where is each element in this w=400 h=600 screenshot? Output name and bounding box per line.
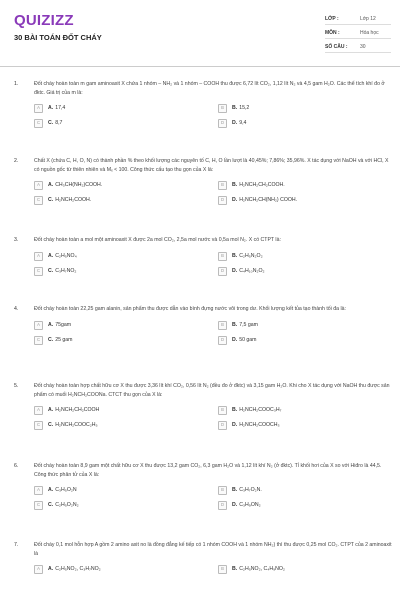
question-number: 5. — [14, 383, 19, 389]
option-text: 50 gam — [239, 336, 257, 343]
option-label: C. — [48, 197, 54, 204]
option-text: C₃H₇O₂N. — [239, 487, 262, 494]
question-5 — [14, 382, 392, 430]
option-label: B. — [232, 182, 238, 189]
meta-row-subject — [325, 28, 391, 39]
option-letter-box: C — [34, 336, 43, 345]
option-text: 25 gam — [55, 336, 73, 343]
option-letter-box: D — [218, 336, 227, 345]
option-text: H₂NCH₂CH₂COOH. — [239, 182, 285, 189]
option-letter-box: B — [218, 104, 227, 113]
option-letter-box: D — [218, 501, 227, 510]
option-letter-box: C — [34, 196, 43, 205]
option-d[interactable] — [218, 421, 400, 430]
option-a[interactable] — [34, 181, 218, 190]
option-b[interactable] — [218, 486, 400, 495]
option-letter-box: B — [218, 181, 227, 190]
option-letter-box: A — [34, 252, 43, 261]
option-letter-box: C — [34, 119, 43, 128]
option-letter-box: C — [34, 267, 43, 276]
option-letter-box: A — [34, 406, 43, 415]
option-text: C₃H₉ON₂ — [239, 502, 261, 509]
option-b[interactable] — [218, 181, 400, 190]
question-number: 6. — [14, 463, 19, 469]
meta-value: Lớp 12 — [360, 16, 376, 22]
option-label: B. — [232, 321, 238, 328]
option-letter-box: B — [218, 321, 227, 330]
option-a[interactable] — [34, 406, 218, 415]
question-2 — [14, 157, 392, 205]
option-text: C₄H₁₀N₂O₂ — [239, 267, 265, 274]
option-letter-box: A — [34, 104, 43, 113]
option-text: 8,7 — [55, 120, 63, 127]
question-text: Đốt cháy hoàn toàn m gam aminoaxit X chứa 1 nhóm – NH₂ và 1 nhóm – COOH thu được 6,72 lít CO₂, 1,12 lít N₂ và 4,5 gam H₂O. Các thể tích khí đo ở đktc. Giá trị của m là: — [34, 81, 385, 96]
option-letter-box: C — [34, 501, 43, 510]
option-text: H₂NCH₂CH(NH₂) COOH. — [239, 197, 298, 204]
meta-label: MÔN : — [325, 30, 340, 36]
option-letter-box: A — [34, 181, 43, 190]
option-label: B. — [232, 252, 238, 259]
option-label: A. — [48, 105, 54, 112]
option-text: C₂H₅N₂O₂ — [239, 252, 263, 259]
option-b[interactable] — [218, 406, 400, 415]
worksheet-header — [0, 0, 400, 66]
option-d[interactable] — [218, 336, 400, 345]
option-c[interactable] — [34, 119, 218, 128]
option-label: C. — [48, 422, 54, 429]
option-a[interactable] — [34, 104, 218, 113]
question-text: Đốt cháy hoàn toàn a mol một aminoaxit X được 2a mol CO₂, 2,5a mol nước và 0,5a mol N₂. X có CTPT là: — [34, 237, 281, 243]
option-b[interactable] — [218, 321, 400, 330]
option-letter-box: D — [218, 421, 227, 430]
options-grid — [34, 321, 392, 345]
option-text: C₂H₅NO₂, C₄H₉NO₂ — [239, 566, 285, 573]
option-d[interactable] — [218, 119, 400, 128]
option-label: D. — [232, 336, 238, 343]
option-c[interactable] — [34, 336, 218, 345]
option-letter-box: C — [34, 421, 43, 430]
option-letter-box: D — [218, 196, 227, 205]
option-text: C₃H₇NO₂ — [55, 267, 77, 274]
option-label: A. — [48, 252, 54, 259]
question-number: 4. — [14, 306, 19, 312]
option-text: 17,4 — [55, 105, 66, 112]
option-label: B. — [232, 407, 238, 414]
option-c[interactable] — [34, 421, 218, 430]
quizizz-logo: QUIZIZZ — [14, 12, 74, 29]
option-letter-box: B — [218, 252, 227, 261]
option-text: 75gam — [55, 321, 72, 328]
option-letter-box: B — [218, 486, 227, 495]
option-letter-box: A — [34, 565, 43, 574]
question-1 — [14, 80, 392, 128]
option-letter-box: A — [34, 321, 43, 330]
question-4 — [14, 305, 392, 345]
option-text: H₂NCH₂COOC₂H₅ — [55, 422, 98, 429]
meta-row-count — [325, 42, 391, 53]
meta-value: Hóa học — [360, 30, 379, 36]
meta-label: SỐ CÂU : — [325, 44, 348, 50]
meta-info — [325, 14, 391, 56]
option-a[interactable] — [34, 486, 218, 495]
option-text: 9,4 — [239, 120, 247, 127]
option-letter-box: B — [218, 565, 227, 574]
option-label: D. — [232, 502, 238, 509]
question-number: 1. — [14, 81, 19, 87]
document-title: 30 BÀI TOÁN ĐỐT CHÁY — [14, 33, 102, 42]
options-grid — [34, 486, 392, 510]
option-d[interactable] — [218, 267, 400, 276]
option-label: C. — [48, 336, 54, 343]
question-3 — [14, 236, 392, 276]
header-divider — [0, 66, 400, 67]
option-text: C₃H₅O₂N — [55, 487, 77, 494]
option-label: B. — [232, 487, 238, 494]
option-label: A. — [48, 321, 54, 328]
option-label: A. — [48, 407, 54, 414]
option-label: C. — [48, 267, 54, 274]
option-label: B. — [232, 105, 238, 112]
question-number: 7. — [14, 542, 19, 548]
option-letter-box: B — [218, 406, 227, 415]
option-label: D. — [232, 120, 238, 127]
option-label: A. — [48, 487, 54, 494]
option-label: D. — [232, 267, 238, 274]
meta-label: LỚP : — [325, 16, 339, 22]
option-text: C₂H₅O₂N₂ — [55, 502, 79, 509]
option-text: H₂NCH₂COOC₃H₇ — [239, 407, 282, 414]
option-text: C₂H₅NO₂, C₃H₇NO₂ — [55, 566, 101, 573]
option-text: 7,5 gam — [239, 321, 258, 328]
option-label: D. — [232, 197, 238, 204]
option-label: C. — [48, 120, 54, 127]
question-number: 2. — [14, 158, 19, 164]
question-text: Đốt cháy hoàn toàn 22,25 gam alanin, sản phẩm thu được dẫn vào bình đựng nước vôi trong dư. Khối lượng kết tủa tạo thành tối đa là: — [34, 306, 346, 312]
option-text: H₂NCH₂COOCH₃ — [239, 422, 280, 429]
question-text: Đốt cháy 0,1 mol hỗn hợp A gồm 2 amino axit no là đồng đẳng kế tiếp có 1 nhóm COOH và 1 nhóm NH₂) thì thu được 0,25 mol CO₂. CTPT của 2 aminoaxit là — [34, 542, 392, 557]
option-letter-box: D — [218, 119, 227, 128]
question-7 — [14, 541, 392, 574]
option-c[interactable] — [34, 196, 218, 205]
meta-row-class — [325, 14, 391, 25]
question-6 — [14, 462, 392, 510]
option-c[interactable] — [34, 501, 218, 510]
option-text: CH₃CH(NH₂)COOH. — [55, 182, 103, 189]
question-text: Chất X (chứa C, H, O, N) có thành phần % theo khối lượng các nguyên tố C, H, O lần lượt là 40,45%; 7,86%; 35,96%. X tác dụng với NaOH và với HCl, X có nguồn gốc từ thiên nhiên và Mₓ < 100. Công thức cấu tạo thu gọn của X là: — [34, 158, 389, 173]
option-text: C₂H₅NO₄ — [55, 252, 77, 259]
options-grid — [34, 181, 392, 205]
option-label: A. — [48, 566, 54, 573]
option-c[interactable] — [34, 267, 218, 276]
question-text: Đốt cháy hoàn toàn hợp chất hữu cơ X thu được 3,36 lít khí CO₂, 0,56 lít N₂ (đều đo ở đktc) và 3,15 gam H₂O. Khi cho X tác dụng với NaOH thu được sản phẩm có muối H₂NCH₂COONa. CTCT thu gọn của X là: — [34, 383, 390, 398]
question-number: 3. — [14, 237, 19, 243]
meta-value: 30 — [360, 44, 366, 50]
option-b[interactable] — [218, 104, 400, 113]
option-b[interactable] — [218, 252, 400, 261]
option-text: H₂NCH₂COOH. — [55, 197, 92, 204]
option-text: H₂NCH₂CH₂COOH — [55, 407, 100, 414]
options-grid — [34, 406, 392, 430]
options-grid — [34, 104, 392, 128]
option-label: B. — [232, 566, 238, 573]
option-text: 15,2 — [239, 105, 250, 112]
option-a[interactable] — [34, 565, 218, 574]
option-label: C. — [48, 502, 54, 509]
option-a[interactable] — [34, 321, 218, 330]
option-letter-box: D — [218, 267, 227, 276]
option-a[interactable] — [34, 252, 218, 261]
option-d[interactable] — [218, 196, 400, 205]
question-text: Đốt cháy hoàn toàn 8,9 gam một chất hữu cơ X thu được 13,2 gam CO₂, 6,3 gam H₂O và 1,12 lít khí N₂ (ở đktc). Tỉ khối hơi của X so với Hiđro là 44,5. Công thức phân tử của X là: — [34, 463, 382, 478]
option-d[interactable] — [218, 501, 400, 510]
options-grid — [34, 565, 392, 574]
options-grid — [34, 252, 392, 276]
option-b[interactable] — [218, 565, 400, 574]
option-label: D. — [232, 422, 238, 429]
option-label: A. — [48, 182, 54, 189]
option-letter-box: A — [34, 486, 43, 495]
